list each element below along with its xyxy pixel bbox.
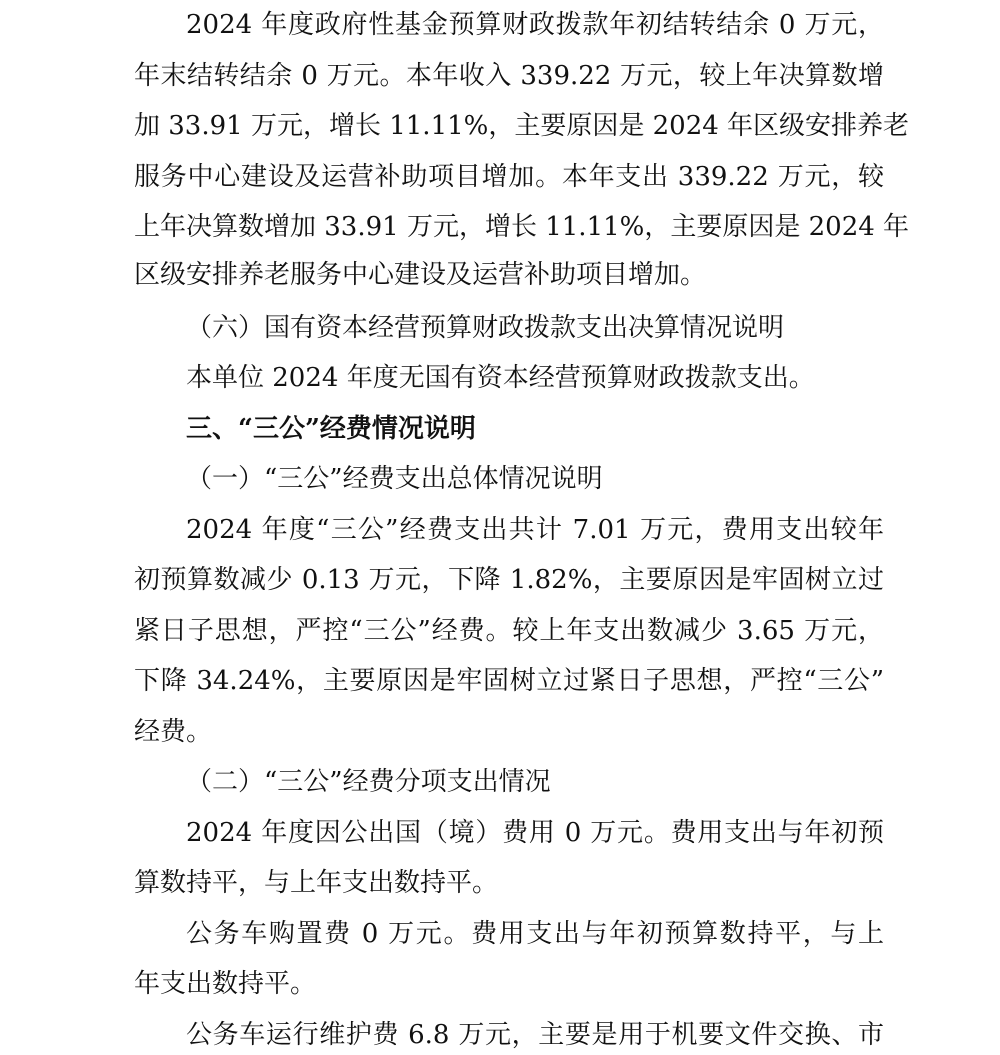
paragraph-line: 公务车运行维护费 6.8 万元，主要是用于机要文件交换、市 <box>186 1020 884 1050</box>
paragraph-line: 服务中心建设及运营补助项目增加。本年支出 339.22 万元，较 <box>134 162 884 192</box>
section-subheading: （六）国有资本经营预算财政拨款支出决算情况说明 <box>186 313 785 343</box>
paragraph-line: 上年决算数增加 33.91 万元，增长 11.11%，主要原因是 2024 年 <box>134 212 910 242</box>
paragraph-line: 初预算数减少 0.13 万元，下降 1.82%，主要原因是牢固树立过 <box>134 565 884 595</box>
paragraph-line: 加 33.91 万元，增长 11.11%，主要原因是 2024 年区级安排养老 <box>134 111 910 141</box>
paragraph-line: 经费。 <box>134 717 213 747</box>
paragraph-line: 算数持平，与上年支出数持平。 <box>134 868 499 898</box>
paragraph-line: 2024 年度因公出国（境）费用 0 万元。费用支出与年初预 <box>186 818 884 848</box>
paragraph-line: 公务车购置费 0 万元。费用支出与年初预算数持平，与上 <box>186 919 884 949</box>
paragraph-line: 2024 年度“三公”经费支出共计 7.01 万元，费用支出较年 <box>186 515 884 545</box>
paragraph-line: 年末结转结余 0 万元。本年收入 339.22 万元，较上年决算数增 <box>134 61 884 91</box>
section-subheading: （二）“三公”经费分项支出情况 <box>186 767 551 797</box>
paragraph-line: 年支出数持平。 <box>134 969 317 999</box>
paragraph-line: 下降 34.24%，主要原因是牢固树立过紧日子思想，严控“三公” <box>134 666 884 696</box>
section-heading: 三、“三公”经费情况说明 <box>186 414 476 444</box>
paragraph-line: 紧日子思想，严控“三公”经费。较上年支出数减少 3.65 万元， <box>134 616 884 646</box>
paragraph-line: 2024 年度政府性基金预算财政拨款年初结转结余 0 万元， <box>186 10 884 40</box>
section-subheading: （一）“三公”经费支出总体情况说明 <box>186 464 603 494</box>
paragraph-line: 区级安排养老服务中心建设及运营补助项目增加。 <box>134 260 707 290</box>
paragraph-line: 本单位 2024 年度无国有资本经营预算财政拨款支出。 <box>186 363 815 393</box>
